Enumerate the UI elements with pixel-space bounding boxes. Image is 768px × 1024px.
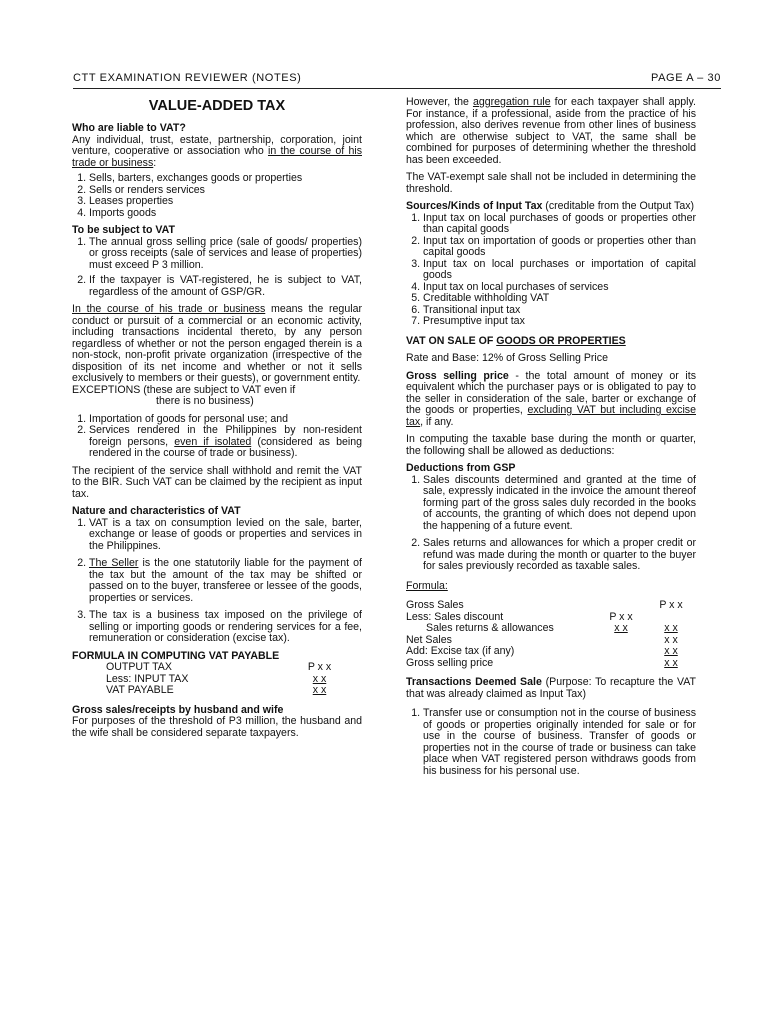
right-column — [406, 97, 696, 777]
table-row: Less: INPUT TAX x x — [106, 672, 327, 685]
who-liable-list — [72, 173, 362, 219]
who-liable-paragraph: Any individual, trust, estate, partnership, corporation, joint venture, cooperative or association who in the course of his trade or business: — [72, 133, 362, 169]
recipient-paragraph: The recipient of the service shall withhold and remit the VAT to the BIR. Such VAT can be claimed by the recipient as input tax. — [72, 464, 362, 500]
page-title: VALUE-ADDED TAX — [148, 98, 286, 114]
list-item: 2. If the taxpayer is VAT-registered, he is subject to VAT, regardless of the amount of GSP/GR. — [89, 275, 362, 298]
course-paragraph: In the course of his trade or business means the regular conduct or pursuit of a commercial or an economic activity, including transactions incidental thereto, by any person regardless of whether or not the person engaged therein is a non-stock, non-profit private organization (irrespective of the disposition of its net income and whether or not it sells exclusively to members or their guests), or government entity. — [72, 303, 362, 384]
sources-heading: Sources/Kinds of Input Tax (creditable from the Output Tax) — [406, 200, 695, 212]
deemed-sale-heading: Transactions Deemed Sale (Purpose: To recapture the VAT that was already claimed as Input Tax) — [406, 676, 697, 700]
rate-base: Rate and Base: 12% of Gross Selling Price — [406, 352, 608, 364]
husband-wife-paragraph: For purposes of the threshold of P3 million, the husband and the wife shall be considered separate taxpayers. — [72, 715, 362, 739]
list-item: 1. The annual gross selling price (sale of goods/ properties) or gross receipts (sale of services and lease of properties) must exceed P 3 million. — [89, 237, 362, 272]
list-item: 1. Sells, barters, exchanges goods or properties — [89, 173, 362, 185]
deductions-list — [406, 475, 696, 573]
aggregation-paragraph: However, the aggregation rule for each taxpayer shall apply. For instance, if a professional, aside from the practice of his profession, also derives revenue from other lines of business which are otherwise subject to VAT, the same shall be combined for purposes of determining whether the threshold has been exceeded. — [406, 96, 696, 166]
exempt-paragraph: The VAT-exempt sale shall not be included in determining the threshold. — [406, 171, 696, 195]
nature-heading: Nature and characteristics of VAT — [72, 505, 241, 517]
gsp-paragraph: Gross selling price - the total amount of money or its equivalent which the purchaser pays or is obligated to pay to the seller in consideration of the sale, barter or exchange of the goods or properties, excluding VAT but including excise tax, if any. — [406, 369, 696, 428]
formula-label: Formula: — [406, 579, 448, 592]
gsp-formula-table — [406, 600, 696, 669]
list-item: 4. Imports goods — [89, 208, 362, 220]
deductions-heading: Deductions from GSP — [406, 462, 516, 474]
table-row: Gross selling price x x — [406, 656, 678, 669]
list-item: 1. Transfer use or consumption not in the course of business of goods or properties originally intended for sale or for use in the course of business. Transfer of goods or properties not in the course of trade or business can take place when VAT registered person withdraws goods from his business for his personal use. — [423, 708, 696, 777]
exceptions-list — [72, 414, 362, 460]
list-item: 1. VAT is a tax on consumption levied on the sale, barter, exchange or lease of goods or properties and services in the Philippines. — [89, 518, 362, 553]
list-item: 2. Services rendered in the Philippines by non-resident foreign persons, even if isolated (considered as being rendered in the course of trade or business). — [89, 425, 362, 460]
computing-paragraph: In computing the taxable base during the month or quarter, the following shall be allowed as deductions: — [406, 433, 696, 457]
list-item: 2. Sales returns and allowances for which a proper credit or refund was made during the month or quarter to the buyer for sales previously recorded as taxable sales. — [423, 538, 696, 573]
subject-heading: To be subject to VAT — [72, 224, 175, 236]
page-header — [73, 72, 721, 89]
list-item: 2. Input tax on importation of goods or properties other than capital goods — [423, 236, 696, 259]
table-row: VAT PAYABLE x x — [106, 684, 327, 696]
exceptions-line1: EXCEPTIONS (these are subject to VAT even if — [72, 383, 296, 396]
formula-heading: FORMULA IN COMPUTING VAT PAYABLE — [72, 649, 280, 662]
list-item: 6. Transitional input tax — [423, 305, 696, 317]
list-item: 1. Input tax on local purchases of goods or properties other than capital goods — [423, 213, 696, 236]
list-item: 3. The tax is a business tax imposed on the privilege of selling or importing goods or rendering services for a fee, remuneration or consideration (excise tax). — [89, 610, 362, 645]
table-row: OUTPUT TAX P x x — [106, 661, 332, 673]
list-item: 3. Input tax on local purchases or importation of capital goods — [423, 259, 696, 282]
who-liable-heading: Who are liable to VAT? — [72, 122, 186, 134]
deemed-sale-list — [406, 708, 696, 777]
table-row: Net Sales x x — [406, 633, 678, 646]
left-column — [72, 97, 362, 739]
table-row: Gross Sales P x x — [406, 599, 683, 611]
sources-list — [406, 213, 696, 328]
subject-list — [72, 237, 362, 299]
header-title: CTT EXAMINATION REVIEWER (NOTES) — [73, 72, 302, 84]
table-row: Add: Excise tax (if any) x x — [406, 645, 678, 657]
list-item: 1. Sales discounts determined and granted at the time of sale, expressly indicated in the invoice the amount thereof forming part of the gross sales duly recorded in the books of accounts, the granting of which does not depend upon the happening of a future event. — [423, 475, 696, 533]
sale-goods-heading: VAT ON SALE OF GOODS OR PROPERTIES — [406, 334, 626, 347]
husband-wife-heading: Gross sales/receipts by husband and wife — [72, 703, 284, 716]
nature-list — [72, 518, 362, 645]
list-item: 3. Leases properties — [89, 196, 362, 208]
list-item: 2. The Seller is the one statutorily liable for the payment of the tax but the amount of the tax may be shifted or passed on to the buyer, transferee or lessee of the goods, properties or services. — [89, 558, 362, 604]
list-item: 4. Input tax on local purchases of services — [423, 282, 696, 294]
list-item: 2. Sells or renders services — [89, 185, 362, 197]
vat-formula-table — [106, 662, 346, 697]
list-item: 7. Presumptive input tax — [423, 316, 696, 328]
list-item: 5. Creditable withholding VAT — [423, 293, 696, 305]
page-number: PAGE A – 30 — [651, 72, 721, 84]
exceptions-line2: there is no business) — [156, 395, 254, 407]
list-item: 1. Importation of goods for personal use; and — [89, 414, 362, 426]
table-row: Less: Sales discount P x x — [406, 610, 633, 623]
table-row: Sales returns & allowances x x x x — [426, 622, 678, 634]
